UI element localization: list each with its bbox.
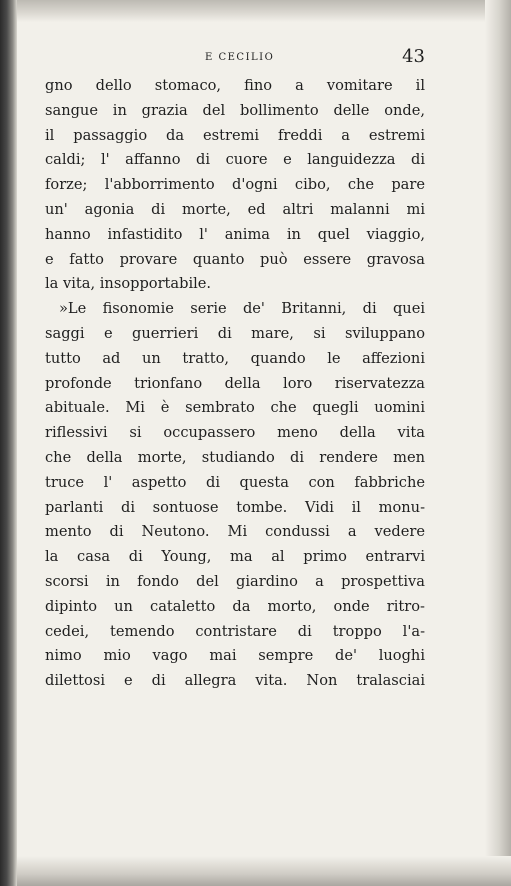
text-line: cedei, temendo contristare di troppo l'a-: [45, 622, 425, 640]
text-line: la casa di Young, ma al primo entrarvi: [45, 548, 425, 566]
text-line: nimo mio vago mai sempre de' luoghi: [45, 647, 425, 665]
text-line: profonde trionfano della loro riservatezza: [45, 374, 425, 392]
text-line: la vita, insopportabile.: [45, 275, 212, 293]
text-line: che della morte, studiando di rendere men: [45, 448, 425, 466]
text-line: mento di Neutono. Mi condussi a vedere: [45, 523, 425, 541]
text-line: tutto ad un tratto, quando le affezioni: [45, 349, 425, 367]
text-line: parlanti di sontuose tombe. Vidi il monu-: [45, 498, 425, 516]
text-line: il passaggio da estremi freddi a estremi: [45, 126, 425, 144]
page-bottom-edge: [17, 856, 511, 886]
page-top-edge: [17, 0, 511, 22]
text-line: scorsi in fondo del giardino a prospettiva: [45, 572, 425, 590]
text-line: sangue in grazia del bollimento delle onde,: [45, 101, 425, 119]
text-line: forze; l'abborrimento d'ogni cibo, che pare: [45, 176, 425, 194]
text-line: caldi; l' affanno di cuore e languidezza di: [45, 151, 425, 169]
page-number: 43: [402, 46, 425, 67]
text-line: saggi e guerrieri di mare, si sviluppano: [45, 324, 425, 342]
text-line: abituale. Mi è sembrato che quegli uomini: [45, 399, 425, 417]
text-line: riflessivi si occupassero meno della vita: [45, 424, 425, 442]
text-line: truce l' aspetto di questa con fabbriche: [45, 473, 425, 491]
running-head: [45, 46, 425, 72]
text-line: dilettosi e di allegra vita. Non tralasciai: [45, 672, 425, 690]
book-spine-shadow: [0, 0, 17, 886]
paragraph-start-line: »Le fisonomie serie de' Britanni, di quei: [59, 300, 425, 318]
text-line: dipinto un cataletto da morto, onde ritro-: [45, 597, 425, 615]
body-text: [45, 74, 425, 694]
text-line: hanno infastidito l' anima in quel viaggio,: [45, 225, 425, 243]
text-line: e fatto provare quanto può essere gravosa: [45, 250, 425, 268]
running-title: E CECILIO: [205, 52, 275, 63]
text-line: gno dello stomaco, fino a vomitare il: [45, 77, 425, 94]
page-content: [45, 46, 425, 694]
text-line: un' agonia di morte, ed altri malanni mi: [45, 200, 425, 218]
page-right-edge: [485, 0, 511, 886]
